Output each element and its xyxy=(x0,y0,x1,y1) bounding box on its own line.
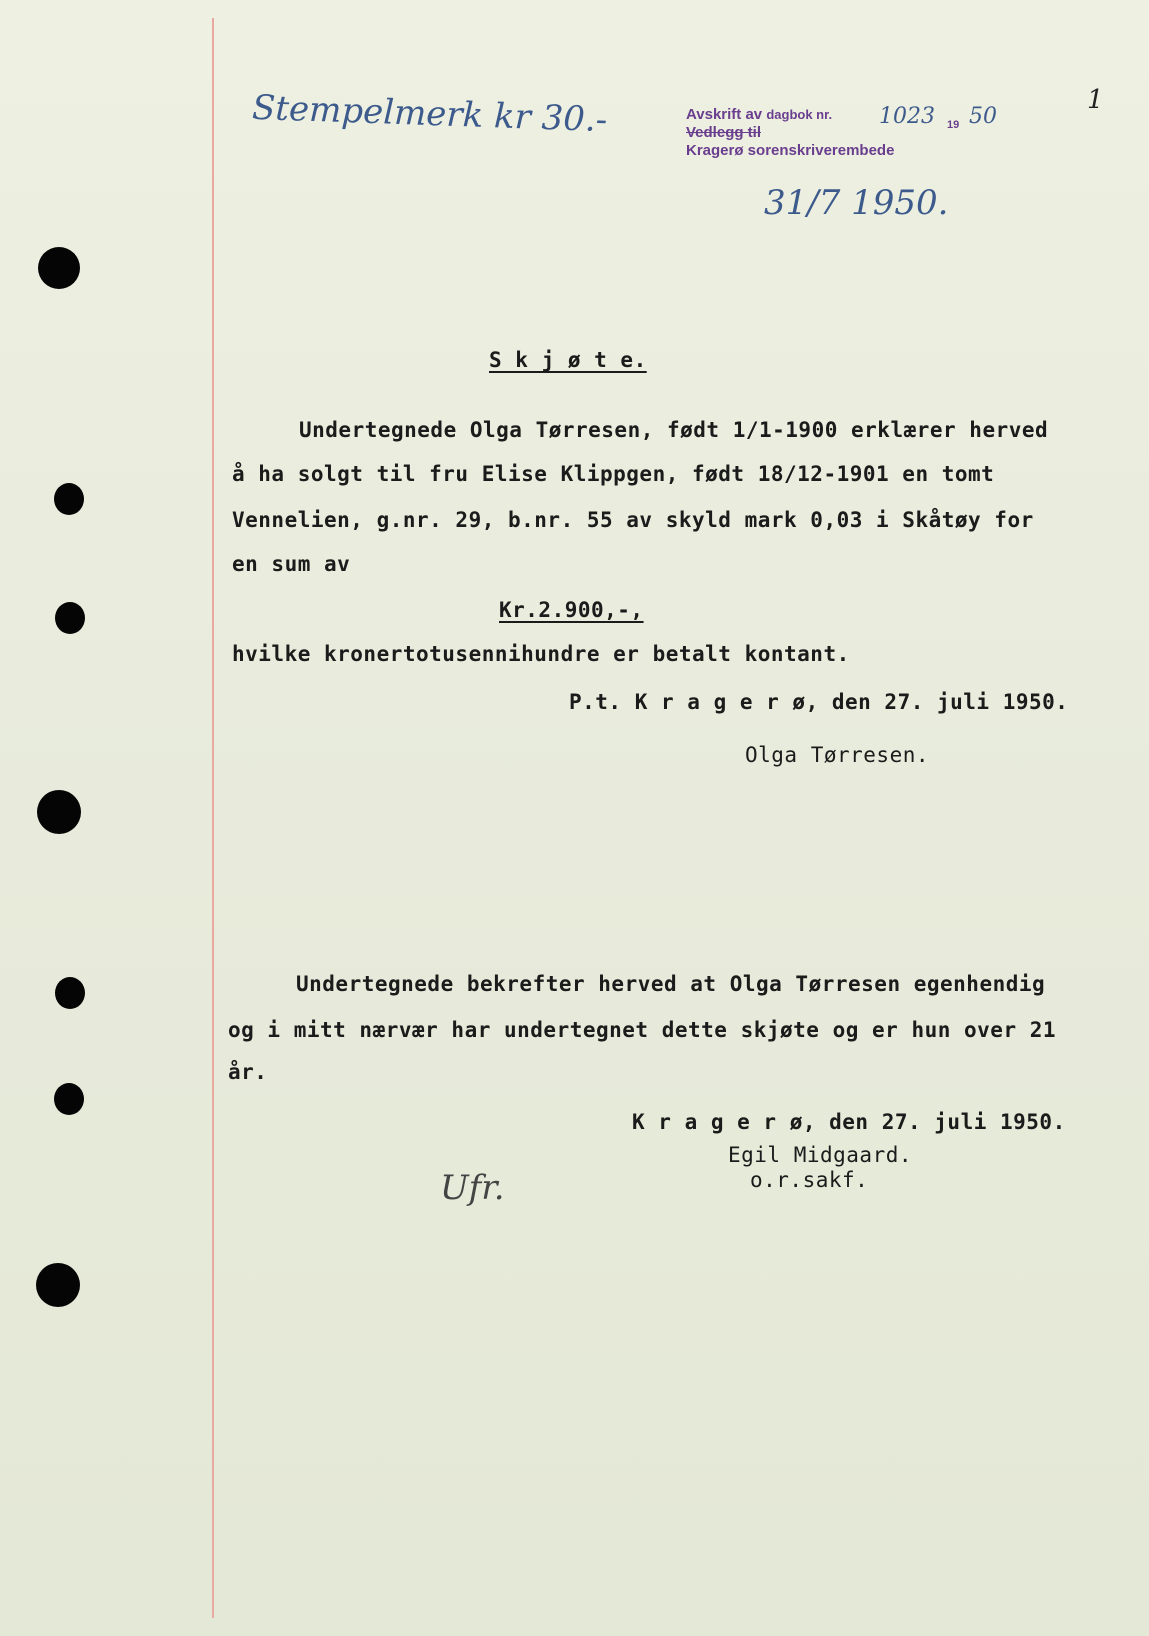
paragraph-2-line-3: år. xyxy=(228,1060,268,1084)
punch-hole xyxy=(54,1083,84,1115)
seller-signature: Olga Tørresen. xyxy=(745,743,930,767)
punch-hole xyxy=(55,602,85,634)
place-date-1: P.t. K r a g e r ø, den 27. juli 1950. xyxy=(569,690,1069,714)
witness-title: o.r.sakf. xyxy=(750,1168,869,1192)
margin-line xyxy=(212,18,214,1618)
document-title: S k j ø t e. xyxy=(489,348,647,372)
stamp-line-2: Vedlegg til xyxy=(686,124,762,141)
paragraph-1-line-2: å ha solgt til fru Elise Klippgen, født 18/12-1901 en tomt xyxy=(232,462,995,486)
stamp-line-1: Avskrift av dagbok nr. xyxy=(686,106,833,123)
stamp-line-3: Kragerø sorenskriverembede xyxy=(686,142,895,159)
paragraph-2-line-1: Undertegnede bekrefter herved at Olga Tørresen egenhendig xyxy=(296,972,1046,996)
stamp-year-prefix: 19 xyxy=(947,119,960,131)
handwritten-stamp-note: Stempelmerk kr 30.- xyxy=(251,87,608,141)
punch-hole xyxy=(55,977,85,1009)
punch-hole xyxy=(38,247,80,289)
purchase-amount: Kr.2.900,-, xyxy=(499,598,644,622)
paragraph-1-line-1: Undertegnede Olga Tørresen, født 1/1-1900 erklærer herved xyxy=(299,418,1049,442)
paragraph-1-line-3: Vennelien, g.nr. 29, b.nr. 55 av skyld mark 0,03 i Skåtøy for xyxy=(232,508,1034,532)
handwritten-year: 50 xyxy=(969,104,997,129)
handwritten-initials: Ufr. xyxy=(440,1168,505,1208)
handwritten-journal-number: 1023 xyxy=(879,104,935,129)
corner-mark: 1 xyxy=(1087,85,1104,115)
witness-name: Egil Midgaard. xyxy=(728,1143,913,1167)
punch-hole xyxy=(37,790,81,834)
registry-stamp xyxy=(686,106,894,160)
punch-hole xyxy=(36,1263,80,1307)
paragraph-1-line-4: en sum av xyxy=(232,552,351,576)
paragraph-2-line-2: og i mitt nærvær har undertegnet dette skjøte og er hun over 21 xyxy=(228,1018,1057,1042)
amount-in-words: hvilke kronertotusennihundre er betalt kontant. xyxy=(232,642,850,666)
place-date-2: K r a g e r ø, den 27. juli 1950. xyxy=(632,1110,1066,1134)
punch-hole xyxy=(54,483,84,515)
handwritten-date: 31/7 1950. xyxy=(764,183,949,223)
